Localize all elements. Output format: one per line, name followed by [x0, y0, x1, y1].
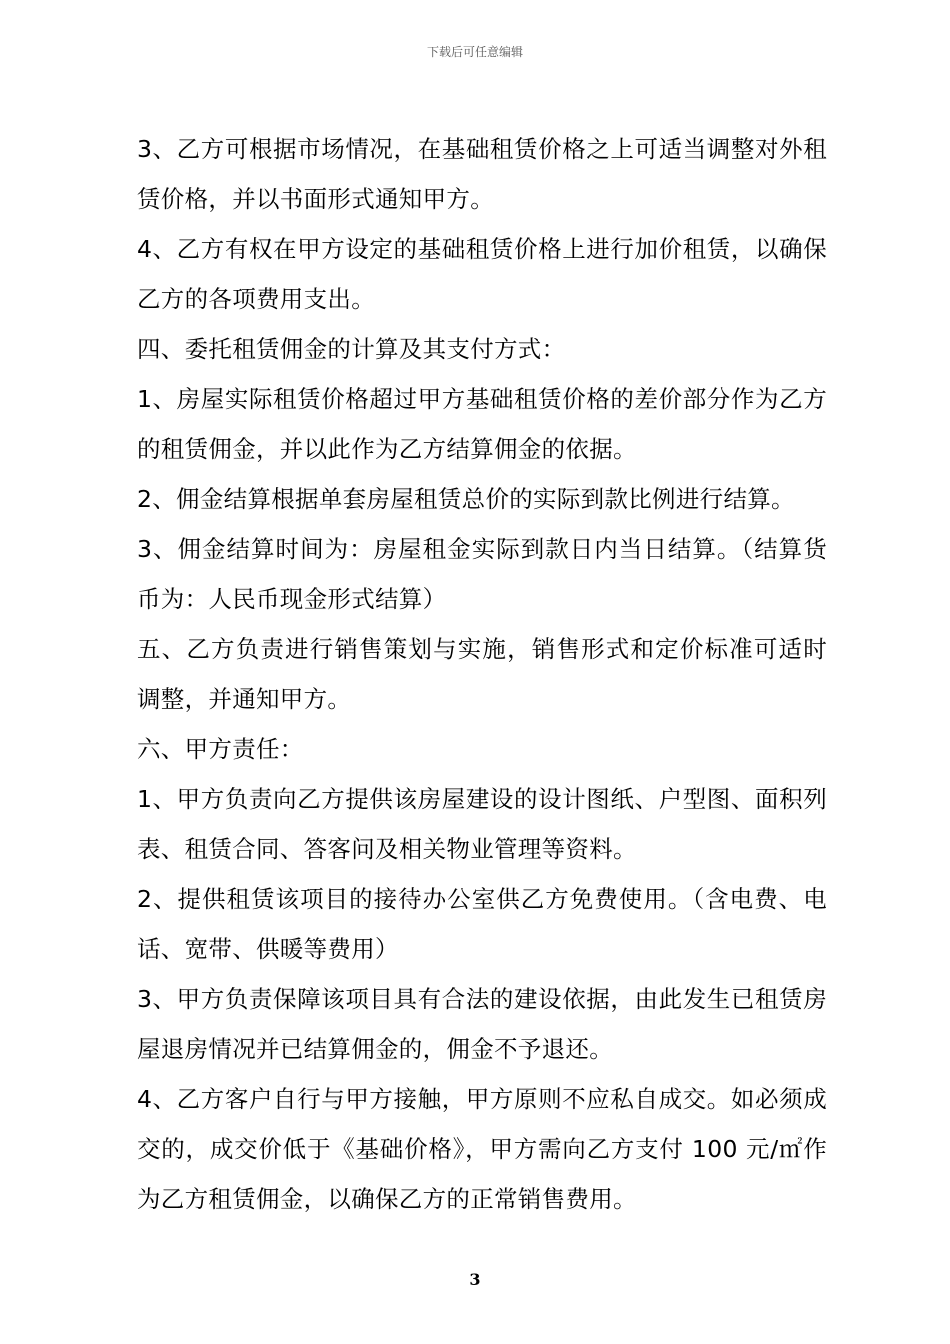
paragraph-clause-6-1: 1、甲方负责向乙方提供该房屋建设的设计图纸、户型图、面积列表、租赁合同、答客问及相关物业管理等资料。: [137, 785, 827, 863]
section-heading-4: 四、委托租赁佣金的计算及其支付方式：: [137, 335, 566, 363]
document-body: [137, 124, 827, 1224]
section-heading-6: 六、甲方责任：: [137, 735, 304, 763]
paragraph-clause-3-4: 4、乙方有权在甲方设定的基础租赁价格上进行加价租赁，以确保乙方的各项费用支出。: [137, 235, 827, 313]
section-heading-5: 五、乙方负责进行销售策划与实施，销售形式和定价标准可适时调整，并通知甲方。: [137, 635, 827, 713]
paragraph-clause-4-3: 3、佣金结算时间为：房屋租金实际到款日内当日结算。（结算货币为：人民币现金形式结算）: [137, 535, 827, 613]
paragraph-clause-4-2: 2、佣金结算根据单套房屋租赁总价的实际到款比例进行结算。: [137, 485, 795, 513]
paragraph-clause-6-2: 2、提供租赁该项目的接待办公室供乙方免费使用。（含电费、电话、宽带、供暖等费用）: [137, 885, 827, 963]
paragraph-clause-6-3: 3、甲方负责保障该项目具有合法的建设依据，由此发生已租赁房屋退房情况并已结算佣金的，佣金不予退还。: [137, 985, 827, 1063]
paragraph-clause-3-3: 3、乙方可根据市场情况，在基础租赁价格之上可适当调整对外租赁价格，并以书面形式通知甲方。: [137, 135, 827, 213]
header-note: 下载后可任意编辑: [426, 45, 523, 59]
paragraph-clause-4-1: 1、房屋实际租赁价格超过甲方基础租赁价格的差价部分作为乙方的租赁佣金，并以此作为乙方结算佣金的依据。: [137, 385, 827, 463]
paragraph-clause-6-4: 4、乙方客户自行与甲方接触，甲方原则不应私自成交。如必须成交的，成交价低于《基础价格》，甲方需向乙方支付 100 元/㎡作为乙方租赁佣金，以确保乙方的正常销售费用。: [137, 1085, 827, 1213]
page-number: 3: [469, 1270, 481, 1289]
